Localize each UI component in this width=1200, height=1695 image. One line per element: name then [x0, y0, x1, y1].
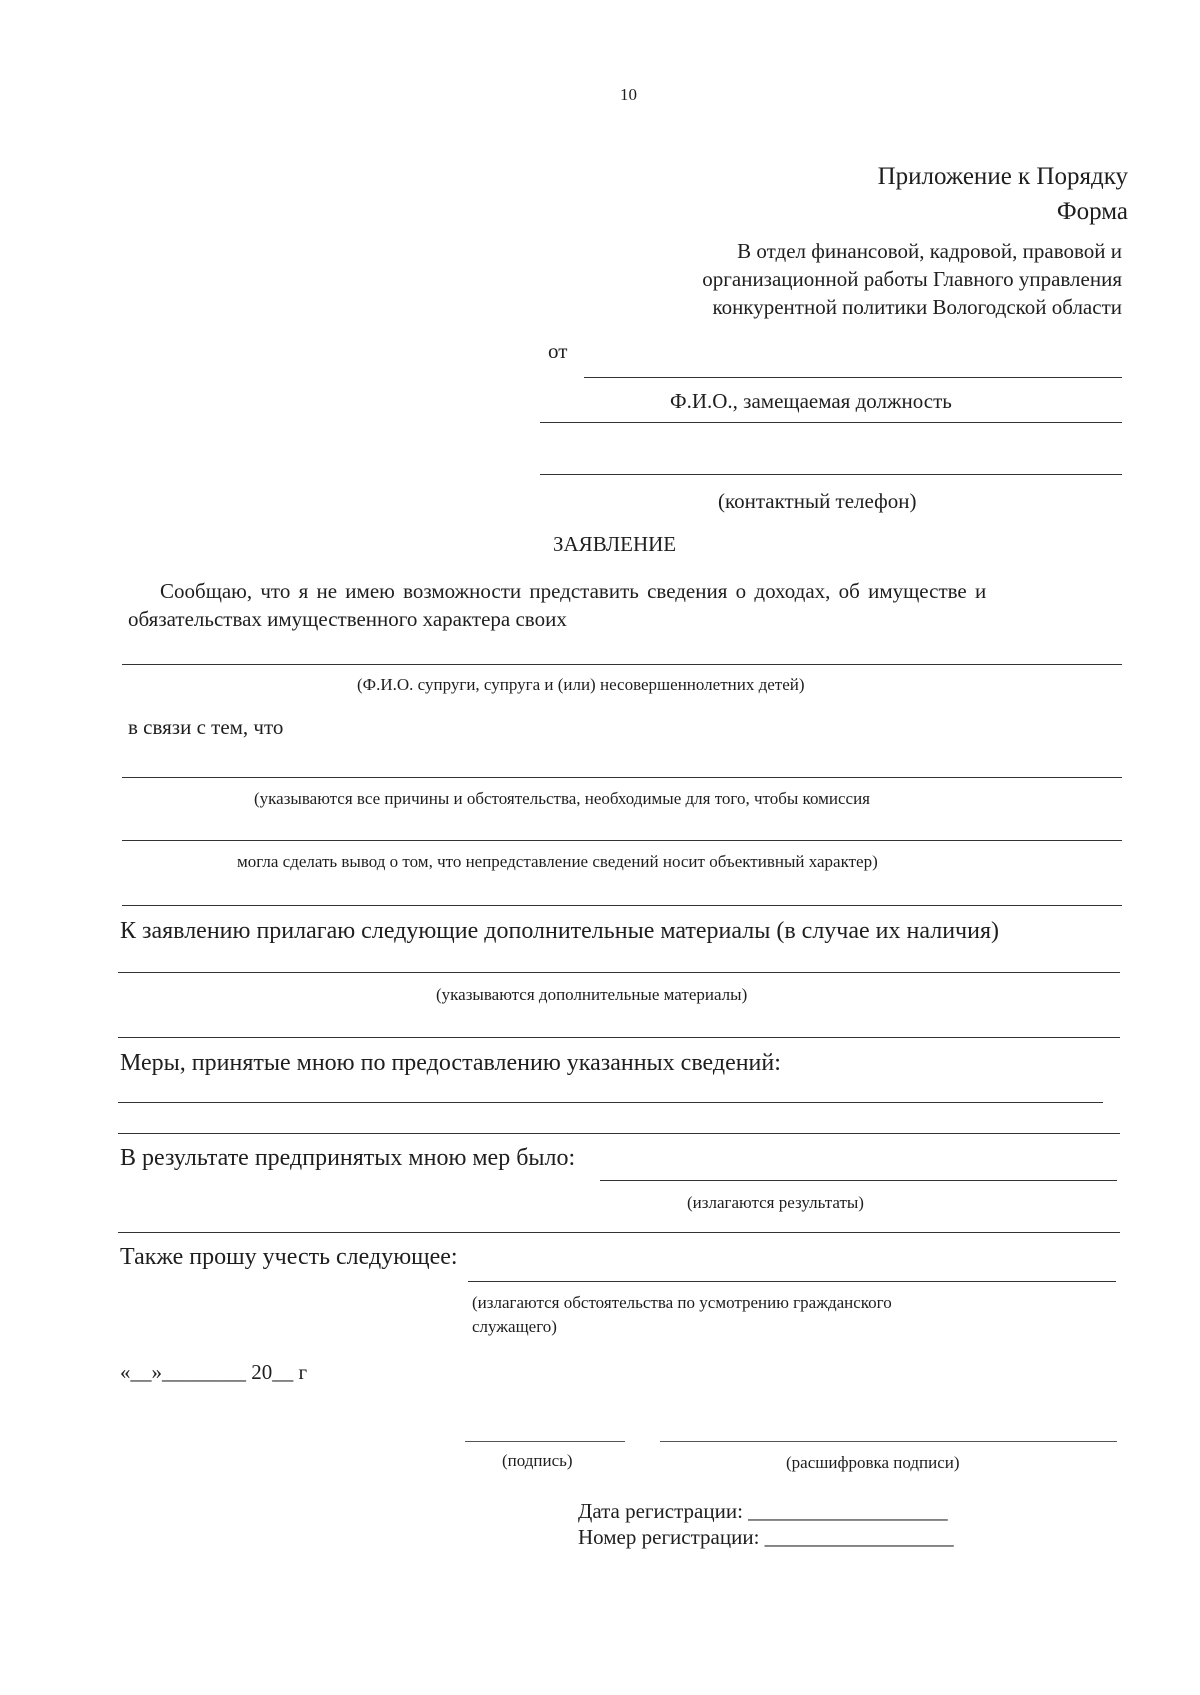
appendix-title: Приложение к Порядку [877, 163, 1128, 190]
results-label: В результате предпринятых мною мер было: [120, 1145, 576, 1171]
fio-fill-line [540, 422, 1122, 423]
materials-caption: (указываются дополнительные материалы) [436, 985, 748, 1004]
fio-caption: Ф.И.О., замещаемая должность [670, 389, 952, 413]
measures-fill-line-1 [118, 1102, 1103, 1103]
results-fill-line-1 [600, 1180, 1117, 1181]
addressee-line-3: конкурентной политики Вологодской области [712, 295, 1122, 319]
registration-number: Номер регистрации: __________________ [578, 1525, 954, 1549]
addressee-line-2: организационной работы Главного управления [702, 267, 1122, 291]
also-fill-line [468, 1281, 1116, 1282]
registration-date: Дата регистрации: ___________________ [578, 1499, 948, 1523]
materials-fill-line-2 [118, 1037, 1120, 1038]
addressee-line-1: В отдел финансовой, кадровой, правовой и [737, 239, 1122, 263]
decoding-fill-line [660, 1441, 1117, 1442]
from-fill-line [584, 377, 1122, 378]
reason-caption-2: могла сделать вывод о том, что непредставление сведений носит объективный характер) [237, 852, 878, 871]
results-caption: (излагаются результаты) [687, 1193, 864, 1212]
reason-fill-line-2 [122, 840, 1122, 841]
measures-label: Меры, принятые мною по предоставлению указанных сведений: [120, 1050, 781, 1076]
signature-fill-line [465, 1441, 625, 1442]
reason-fill-line-1 [122, 777, 1122, 778]
materials-fill-line-1 [118, 972, 1120, 973]
reason-fill-line-3 [122, 905, 1122, 906]
from-label: от [548, 339, 568, 363]
spouse-caption: (Ф.И.О. супруги, супруга и (или) несовершеннолетних детей) [357, 675, 805, 694]
intro-line-1: Сообщаю, что я не имею возможности представить сведения о доходах, об имуществе и [160, 579, 987, 603]
also-caption-1: (излагаются обстоятельства по усмотрению гражданского [472, 1293, 892, 1312]
page-number: 10 [620, 85, 637, 104]
reason-caption-1: (указываются все причины и обстоятельства, необходимые для того, чтобы комиссия [254, 789, 870, 808]
document-title: ЗАЯВЛЕНИЕ [553, 532, 677, 556]
signature-caption: (подпись) [502, 1451, 573, 1470]
also-label: Также прошу учесть следующее: [120, 1244, 458, 1270]
decoding-caption: (расшифровка подписи) [786, 1453, 960, 1472]
spouse-fill-line [122, 664, 1122, 665]
form-label: Форма [1056, 198, 1128, 225]
intro-line-2: обязательствах имущественного характера своих [128, 607, 567, 631]
measures-fill-line-2 [118, 1133, 1120, 1134]
phone-fill-line [540, 474, 1122, 475]
date-line: «__»________ 20__ г [120, 1360, 308, 1384]
reason-label: в связи с тем, что [128, 715, 284, 739]
also-caption-2: служащего) [472, 1317, 557, 1336]
materials-label: К заявлению прилагаю следующие дополнительные материалы (в случае их наличия) [120, 918, 999, 944]
phone-caption: (контактный телефон) [718, 489, 917, 513]
results-fill-line-2 [118, 1232, 1120, 1233]
